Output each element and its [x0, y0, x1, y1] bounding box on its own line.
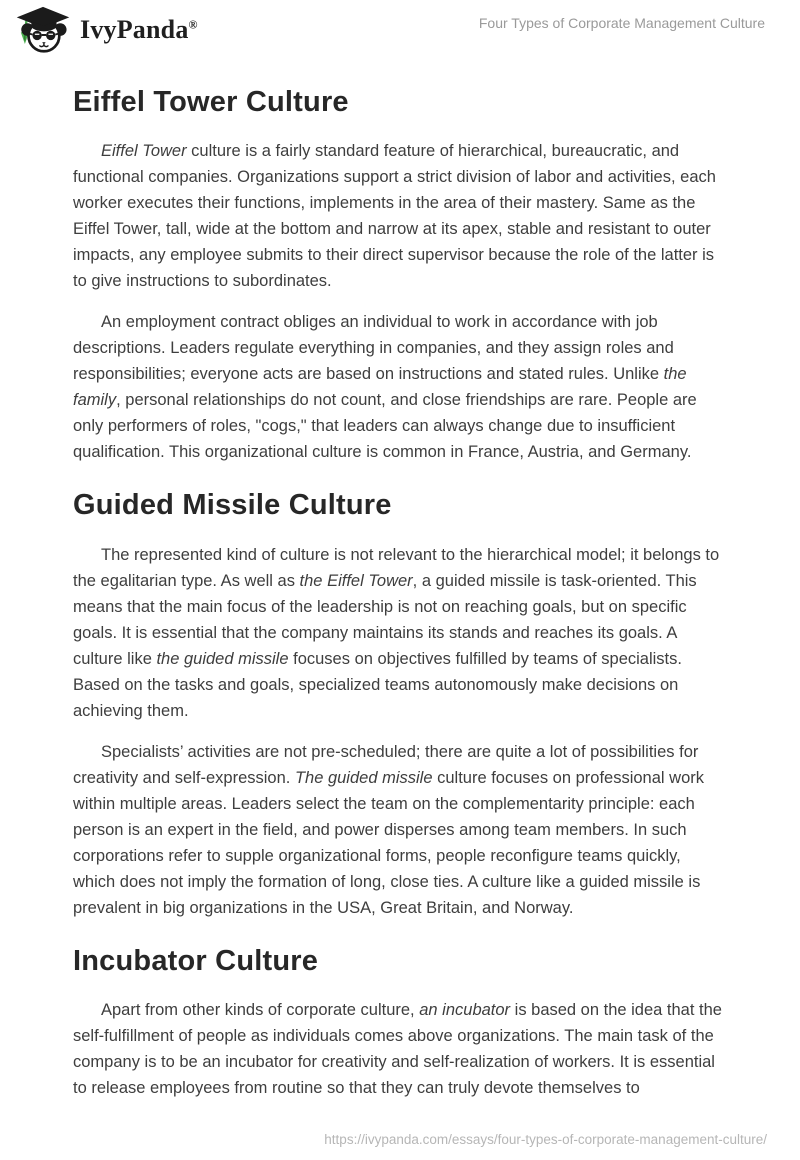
section-heading: Guided Missile Culture: [73, 489, 392, 522]
section-heading: Incubator Culture: [73, 944, 319, 977]
section-eiffel-tower-culture: [73, 86, 727, 465]
section-heading: Eiffel Tower Culture: [73, 86, 349, 118]
brand-logo[interactable]: [14, 6, 198, 54]
paragraph: The represented kind of culture is not relevant to the hierarchical model; it belongs to the egalitarian type. As well as the Eiffel Tower, a guided missile is task-oriented. This means that the main focus of the leadership is not on reaching goals, but on specific goals. It is essential that the company maintains its stands and reaches its goals. A culture like the guided missile focuses on objectives fulfilled by teams of specialists. Based on the tasks and goals, specialized teams autonomously make decisions on achieving them.: [73, 545, 720, 720]
registered-trademark: ®: [188, 17, 198, 32]
brand-name: IvyPanda®: [80, 15, 198, 44]
paragraph: Eiffel Tower culture is a fairly standard feature of hierarchical, bureaucratic, and functional companies. Organizations support a strict division of labor and activities, each worker executes their functions, implements in the area of their mastery. Same as the Eiffel Tower, tall, wide at the bottom and narrow at its apex, stable and resistant to outer impacts, any employee submits to their direct supervisor because the role of the latter is to give instructions to subordinates.: [73, 142, 716, 291]
paragraph: Apart from other kinds of corporate culture, an incubator is based on the idea that the self-fulfillment of people as individuals comes above organizations. The main task of the company is to be an incubator for creativity and self-realization of workers. It is essential to release employees from routine so that they can truly devote themselves to: [73, 1001, 722, 1098]
source-url: https://ivypanda.com/essays/four-types-of-corporate-management-culture/: [324, 1132, 767, 1147]
paragraph: An employment contract obliges an individual to work in accordance with job descriptions. Leaders regulate everything in companies, and they assign roles and responsibilities; everyone acts are based on instructions and stated rules. Unlike the family, personal relationships do not count, and close friendships are rare. People are only performers of roles, "cogs," that leaders can always change due to insufficient qualification. This organizational culture is common in France, Austria, and Germany.: [73, 313, 697, 462]
section-guided-missile-culture: [73, 489, 727, 920]
paragraph: Specialists’ activities are not pre-scheduled; there are quite a lot of possibilities for creativity and self-expression. The guided missile culture focuses on professional work within multiple areas. Leaders select the team on the complementarity principle: each person is an expert in the field, and power disperses among team members. In such corporations refer to supple organizational forms, people reconfigure teams quickly, which does not imply the formation of long, close ties. A culture like a guided missile is prevalent in big organizations in the USA, Great Britain, and Norway.: [73, 742, 704, 917]
essay-content: [0, 86, 800, 1101]
page-title: Four Types of Corporate Management Culture: [478, 15, 765, 31]
section-incubator-culture: [73, 945, 727, 1101]
panda-graduation-cap-icon: [14, 6, 72, 54]
page-header: [0, 0, 800, 62]
